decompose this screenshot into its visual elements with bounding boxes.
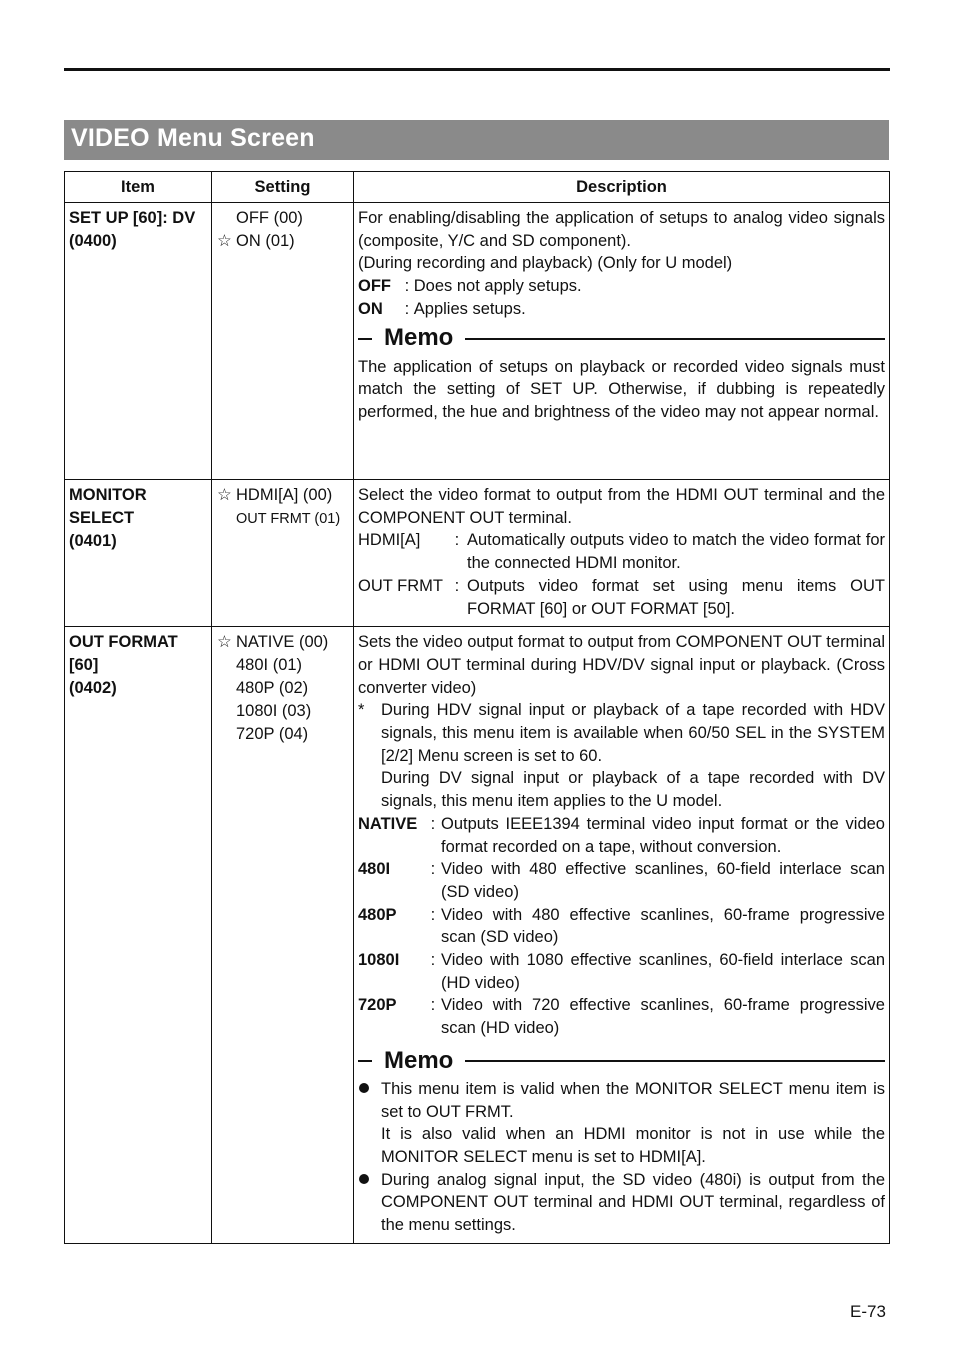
memo-heading: [358, 322, 885, 356]
item-code: (0401): [69, 532, 117, 550]
setting-option: OUT FRMT (01): [236, 511, 341, 527]
option-definition: HDMI[A] : Automatically outputs video to match the video format for the connected HDMI monitor.: [358, 531, 885, 573]
bullet-icon: [359, 1174, 369, 1184]
item-cell: [65, 480, 212, 627]
memo-text: During analog signal input, the SD video (480i) is output from the COMPONENT OUT terminal and HDMI OUT terminal, regardless of the menu settings.: [381, 1170, 885, 1235]
description-cell: [354, 480, 890, 627]
description-cell: [354, 627, 890, 1244]
table-header-row: [65, 172, 890, 203]
option-definition: ON : Applies setups.: [358, 299, 526, 318]
setting-option: ☆ ON (01): [217, 230, 351, 253]
memo-text: This menu item is valid when the MONITOR SELECT menu item is set to OUT FRMT.: [381, 1079, 885, 1121]
option-definition: OUT FRMT : Outputs video format set using menu items OUT FORMAT [60] or OUT FORMAT [50].: [358, 576, 885, 618]
header-description: Description: [354, 172, 890, 203]
item-name: SELECT: [69, 509, 135, 527]
item-cell: [65, 627, 212, 1244]
table-row: [65, 627, 890, 1244]
default-star-icon: ☆: [217, 633, 232, 652]
description-text: (During recording and playback) (Only for U model): [358, 254, 733, 273]
option-definition: 1080I : Video with 1080 effective scanlines, 60-field interlace scan (HD video): [358, 951, 885, 992]
item-code: (0400): [69, 232, 117, 250]
footnote-text: During HDV signal input or playback of a tape recorded with HDV signals, this menu item is available when 60/50 SEL in the SYSTEM [2/2] Menu screen is set to 60.: [381, 701, 885, 765]
footnote: [358, 699, 885, 813]
bullet-icon: [359, 1083, 369, 1093]
description-cell: [354, 203, 890, 480]
table-row: [65, 203, 890, 480]
option-definition: 480P : Video with 480 effective scanlines, 60-frame progressive scan (SD video): [358, 905, 885, 947]
memo-label: Memo: [384, 324, 454, 352]
video-menu-table: [64, 171, 890, 1244]
memo-text: The application of setups on playback or recorded video signals must match the setting of SET UP. Otherwise, if dubbing is repeatedly performed, the hue and brightness of the video may not appear normal.: [358, 357, 885, 421]
memo-bullet: [358, 1169, 885, 1237]
item-name: OUT FORMAT: [69, 633, 178, 652]
option-definition: NATIVE : Outputs IEEE1394 terminal video input format or the video format recorded on a tape, without conversion.: [358, 814, 885, 856]
option-definition: 480I : Video with 480 effective scanlines, 60-field interlace scan (SD video): [358, 860, 885, 901]
description-text: For enabling/disabling the application of setups to analog video signals (composite, Y/C and SD component).: [358, 209, 885, 250]
memo-label: Memo: [384, 1046, 454, 1074]
option-definition: OFF : Does not apply setups.: [358, 277, 582, 296]
setting-cell: [212, 627, 354, 1244]
setting-cell: [212, 203, 354, 480]
setting-option: ☆ NATIVE (00): [217, 631, 351, 654]
default-star-icon: ☆: [217, 232, 232, 250]
setting-option: 1080I (03): [236, 702, 312, 721]
item-name: MONITOR: [69, 486, 147, 504]
setting-option: ☆ HDMI[A] (00): [217, 484, 351, 507]
default-star-icon: ☆: [217, 486, 232, 504]
asterisk-mark: *: [358, 701, 365, 720]
footnote-text: During DV signal input or playback of a tape recorded with DV signals, this menu item applies to the U model.: [381, 769, 885, 811]
setting-option: 480P (02): [236, 679, 309, 698]
page-title: VIDEO Menu Screen: [71, 124, 315, 152]
item-code: (0402): [69, 679, 117, 698]
item-name: SET UP [60]: DV: [69, 209, 196, 227]
option-definition: 720P : Video with 720 effective scanlines, 60-frame progressive scan (HD video): [358, 996, 885, 1038]
memo-heading: [358, 1044, 885, 1078]
item-cell: [65, 203, 212, 480]
memo-bullet: [358, 1078, 885, 1169]
table-row: [65, 480, 890, 627]
page-number: E-73: [850, 1302, 886, 1321]
item-name: [60]: [69, 656, 99, 675]
description-text: Sets the video output format to output from COMPONENT OUT terminal or HDMI OUT terminal during HDV/DV signal input or playback. (Cross converter video): [358, 633, 885, 697]
setting-option: OFF (00): [236, 209, 303, 227]
description-text: Select the video format to output from the HDMI OUT terminal and the COMPONENT OUT terminal.: [358, 486, 885, 527]
top-rule: [64, 68, 890, 71]
header-setting: Setting: [212, 172, 354, 203]
setting-option: 480I (01): [236, 656, 303, 675]
section-title-bar: [64, 120, 889, 160]
header-item: Item: [65, 172, 212, 203]
setting-option: 720P (04): [236, 725, 309, 744]
setting-cell: [212, 480, 354, 627]
memo-text: It is also valid when an HDMI monitor is not in use while the MONITOR SELECT menu is set to HDMI[A].: [381, 1125, 885, 1166]
